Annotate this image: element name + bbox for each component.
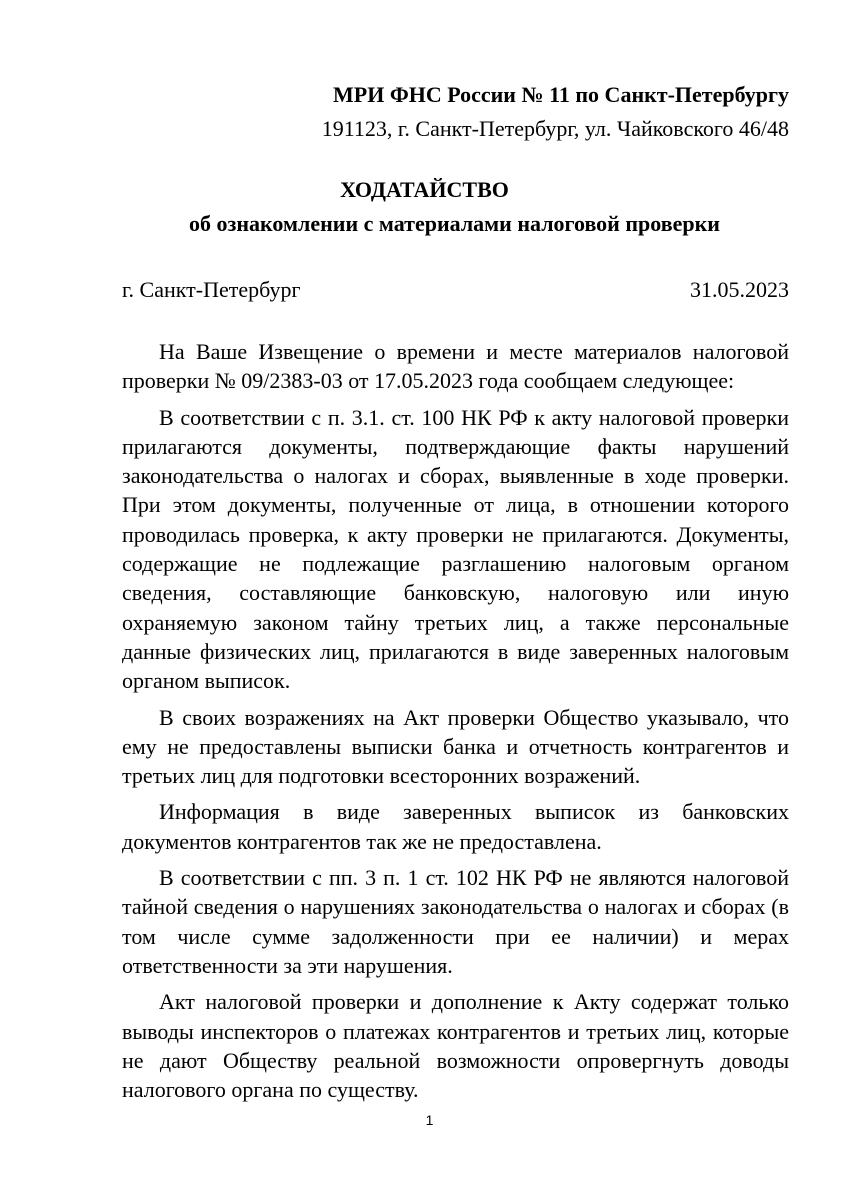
paragraph-6: Акт налоговой проверки и дополнение к Акту содержат только выводы инспекторов о платежах контрагентов и третьих лиц, которые не дают Обществу реальной возможности опровергнуть доводы налогового органа по существу. [122, 989, 789, 1103]
recipient-block [322, 78, 789, 146]
document-body [122, 337, 789, 1111]
recipient-address: 191123, г. Санкт-Петербург, ул. Чайковского 46/48 [321, 116, 789, 141]
document-date: 31.05.2023 [690, 277, 789, 302]
paragraph-5: В соответствии с пп. 3 п. 1 ст. 102 НК РФ не являются налоговой тайной сведения о нарушениях законодательства о налогах и сборах (в том числе сумме задолженности при ее наличии) и мерах ответственности за эти нарушения. [122, 865, 789, 978]
page-number: 1 [425, 1112, 434, 1128]
paragraph-2: В соответствии с п. 3.1. ст. 100 НК РФ к акту налоговой проверки прилагаются документы, подтверждающие факты нарушений законодательства о налогах и сборах, выявленные в ходе проверки. При этом документы, полученные от лица, в отношении которого проводилась проверка, к акту проверки не прилагаются. Документы, содержащие не подлежащие разглашению налоговым органом сведения, составляющие банковскую, налоговую или иную охраняемую законом тайну третьих лиц, а также персональные данные физических лиц, прилагаются в виде заверенных налоговым органом выписок. [122, 404, 789, 694]
recipient-name: МРИ ФНС России № 11 по Санкт-Петербургу [333, 82, 789, 107]
document-title-block [0, 173, 849, 241]
paragraph-3: В своих возражениях на Акт проверки Общество указывало, что ему не предоставлены выписки банка и отчетность контрагентов и третьих лиц для подготовки всесторонних возражений. [122, 704, 789, 789]
paragraph-4: Информация в виде заверенных выписок из банковских документов контрагентов так же не предоставлена. [122, 799, 789, 854]
place-date-row [122, 273, 789, 307]
document-title: ХОДАТАЙСТВО [340, 177, 509, 202]
city: г. Санкт-Петербург [122, 277, 301, 302]
paragraph-1: На Ваше Извещение о времени и месте материалов налоговой проверки № 09/2383-03 от 17.05.2023 года сообщаем следующее: [122, 339, 789, 394]
document-subtitle: об ознакомлении с материалами налоговой проверки [189, 211, 720, 236]
